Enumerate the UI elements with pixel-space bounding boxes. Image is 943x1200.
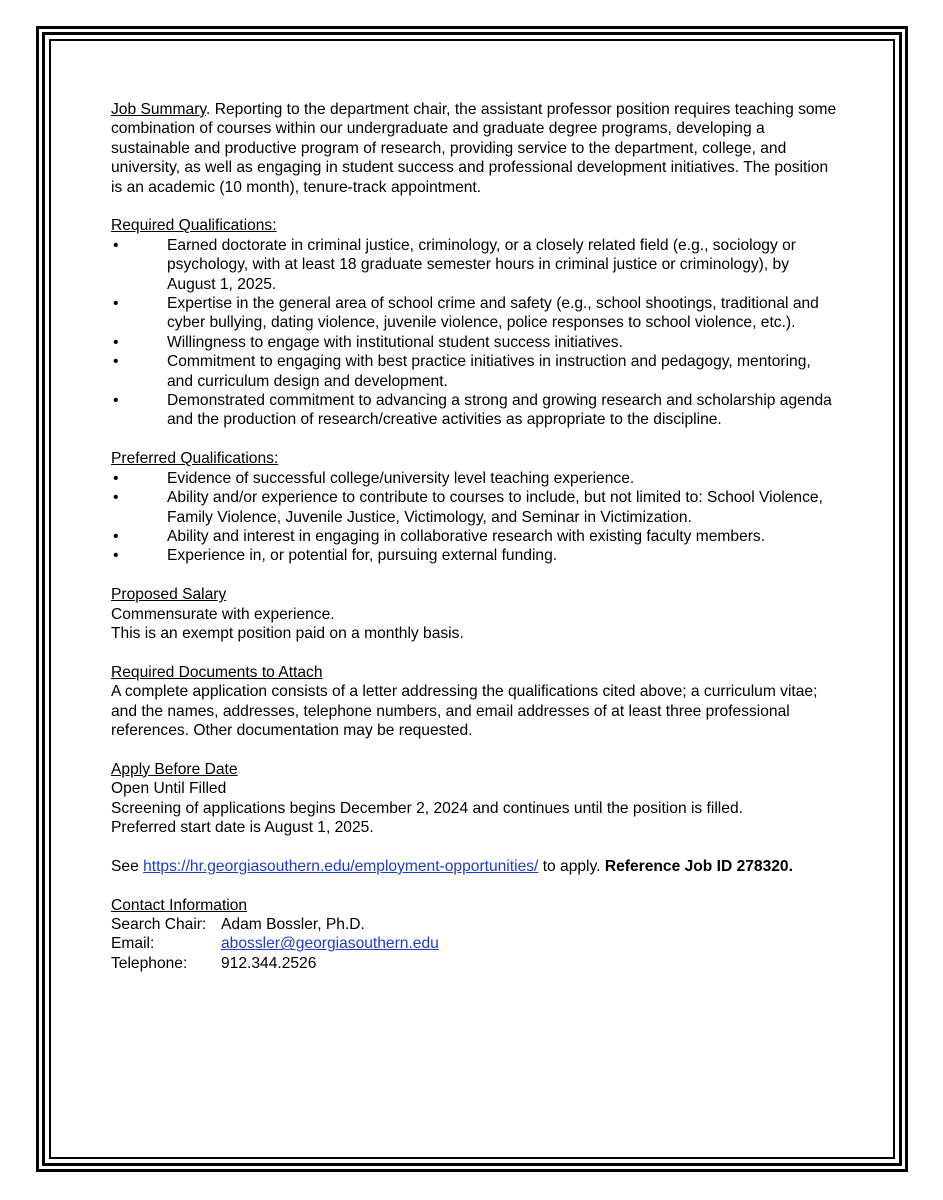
list-item-text: Ability and/or experience to contribute to courses to include, but not limited to: School Violence, Family Violence, Juvenile Justice, Victimology, and Seminar in Victimization. <box>167 489 823 526</box>
bullet-icon: • <box>113 527 119 545</box>
bullet-icon: • <box>113 469 119 487</box>
apply-line-2: Screening of applications begins December 2, 2024 and continues until the position is filled. <box>111 799 743 817</box>
job-summary-section <box>111 100 841 197</box>
list-item <box>111 391 841 430</box>
contact-row-chair <box>111 915 841 934</box>
salary-heading: Proposed Salary <box>111 586 227 604</box>
contact-label: Telephone: <box>111 954 188 972</box>
preferred-qualifications-heading: Preferred Qualifications: <box>111 450 279 468</box>
list-item <box>111 546 841 565</box>
bullet-icon: • <box>113 236 119 254</box>
required-qualifications-heading: Required Qualifications: <box>111 217 277 235</box>
list-item <box>111 236 841 294</box>
list-item-text: Expertise in the general area of school crime and safety (e.g., school shootings, traditional and cyber bullying, dating violence, juvenile violence, police responses to school violence, etc.). <box>167 295 819 332</box>
see-prefix: See <box>111 857 144 875</box>
job-summary-heading: Job Summary <box>111 101 207 118</box>
reference-job-id: Reference Job ID 278320. <box>604 857 793 875</box>
bullet-icon: • <box>113 353 119 371</box>
bullet-icon: • <box>113 295 119 313</box>
required-qualifications-section <box>111 216 841 429</box>
bullet-icon: • <box>113 392 119 410</box>
bullet-icon: • <box>113 333 119 351</box>
email-link[interactable]: abossler@georgiasouthern.edu <box>221 935 439 953</box>
see-section <box>111 857 841 876</box>
bullet-icon: • <box>113 547 119 565</box>
list-item-text: Demonstrated commitment to advancing a strong and growing research and scholarship agenda and the production of research/creative activities as appropriate to the discipline. <box>167 392 832 429</box>
list-item <box>111 294 841 333</box>
apply-instructions <box>111 857 841 876</box>
list-item-text: Ability and interest in engaging in collaborative research with existing faculty members. <box>167 527 766 545</box>
contact-section <box>111 896 841 974</box>
salary-section <box>111 585 841 643</box>
list-item <box>111 488 841 527</box>
list-item-text: Evidence of successful college/university level teaching experience. <box>167 469 635 487</box>
list-item <box>111 333 841 352</box>
list-item-text: Experience in, or potential for, pursuing external funding. <box>167 547 558 565</box>
job-summary-paragraph <box>111 100 841 197</box>
contact-value: 912.344.2526 <box>221 954 317 972</box>
documents-heading: Required Documents to Attach <box>111 663 323 681</box>
apply-section <box>111 760 841 838</box>
bullet-icon: • <box>113 489 119 507</box>
apply-line-3: Preferred start date is August 1, 2025. <box>111 818 374 836</box>
list-item-text: Earned doctorate in criminal justice, criminology, or a closely related field (e.g., sociology or psychology, with at least 18 graduate semester hours in criminal justice or criminology), by August 1, 2025. <box>167 236 796 293</box>
employment-link[interactable]: https://hr.georgiasouthern.edu/employment-opportunities/ <box>143 857 539 875</box>
list-item <box>111 527 841 546</box>
contact-row-phone <box>111 954 841 973</box>
apply-line-1: Open Until Filled <box>111 780 227 798</box>
contact-row-email <box>111 934 841 953</box>
preferred-qualifications-list <box>111 469 841 566</box>
see-middle: to apply. <box>538 857 605 875</box>
list-item <box>111 469 841 488</box>
required-qualifications-list <box>111 236 841 430</box>
contact-label: Search Chair: <box>111 915 207 933</box>
document-body <box>111 100 841 973</box>
documents-text: A complete application consists of a letter addressing the qualifications cited above; a curriculum vitae; and the names, addresses, telephone numbers, and email addresses of at least three professional references. Other documentation may be requested. <box>111 683 818 739</box>
list-item <box>111 352 841 391</box>
contact-heading: Contact Information <box>111 896 248 914</box>
preferred-qualifications-section <box>111 449 841 565</box>
salary-line-1: Commensurate with experience. <box>111 605 335 623</box>
apply-heading: Apply Before Date <box>111 760 238 778</box>
contact-label: Email: <box>111 935 155 953</box>
contact-value: Adam Bossler, Ph.D. <box>221 915 365 933</box>
job-summary-text: . Reporting to the department chair, the assistant professor position requires teaching some combination of courses within our undergraduate and graduate degree programs, developing a sustainable and productive program of research, providing service to the department, college, and university, as well as engaging in student success and professional development initiatives. The position is an academic (10 month), tenure-track appointment. <box>111 101 837 196</box>
documents-section <box>111 663 841 741</box>
salary-line-2: This is an exempt position paid on a monthly basis. <box>111 624 464 642</box>
list-item-text: Commitment to engaging with best practice initiatives in instruction and pedagogy, mentoring, and curriculum design and development. <box>167 353 811 390</box>
list-item-text: Willingness to engage with institutional student success initiatives. <box>167 333 623 351</box>
